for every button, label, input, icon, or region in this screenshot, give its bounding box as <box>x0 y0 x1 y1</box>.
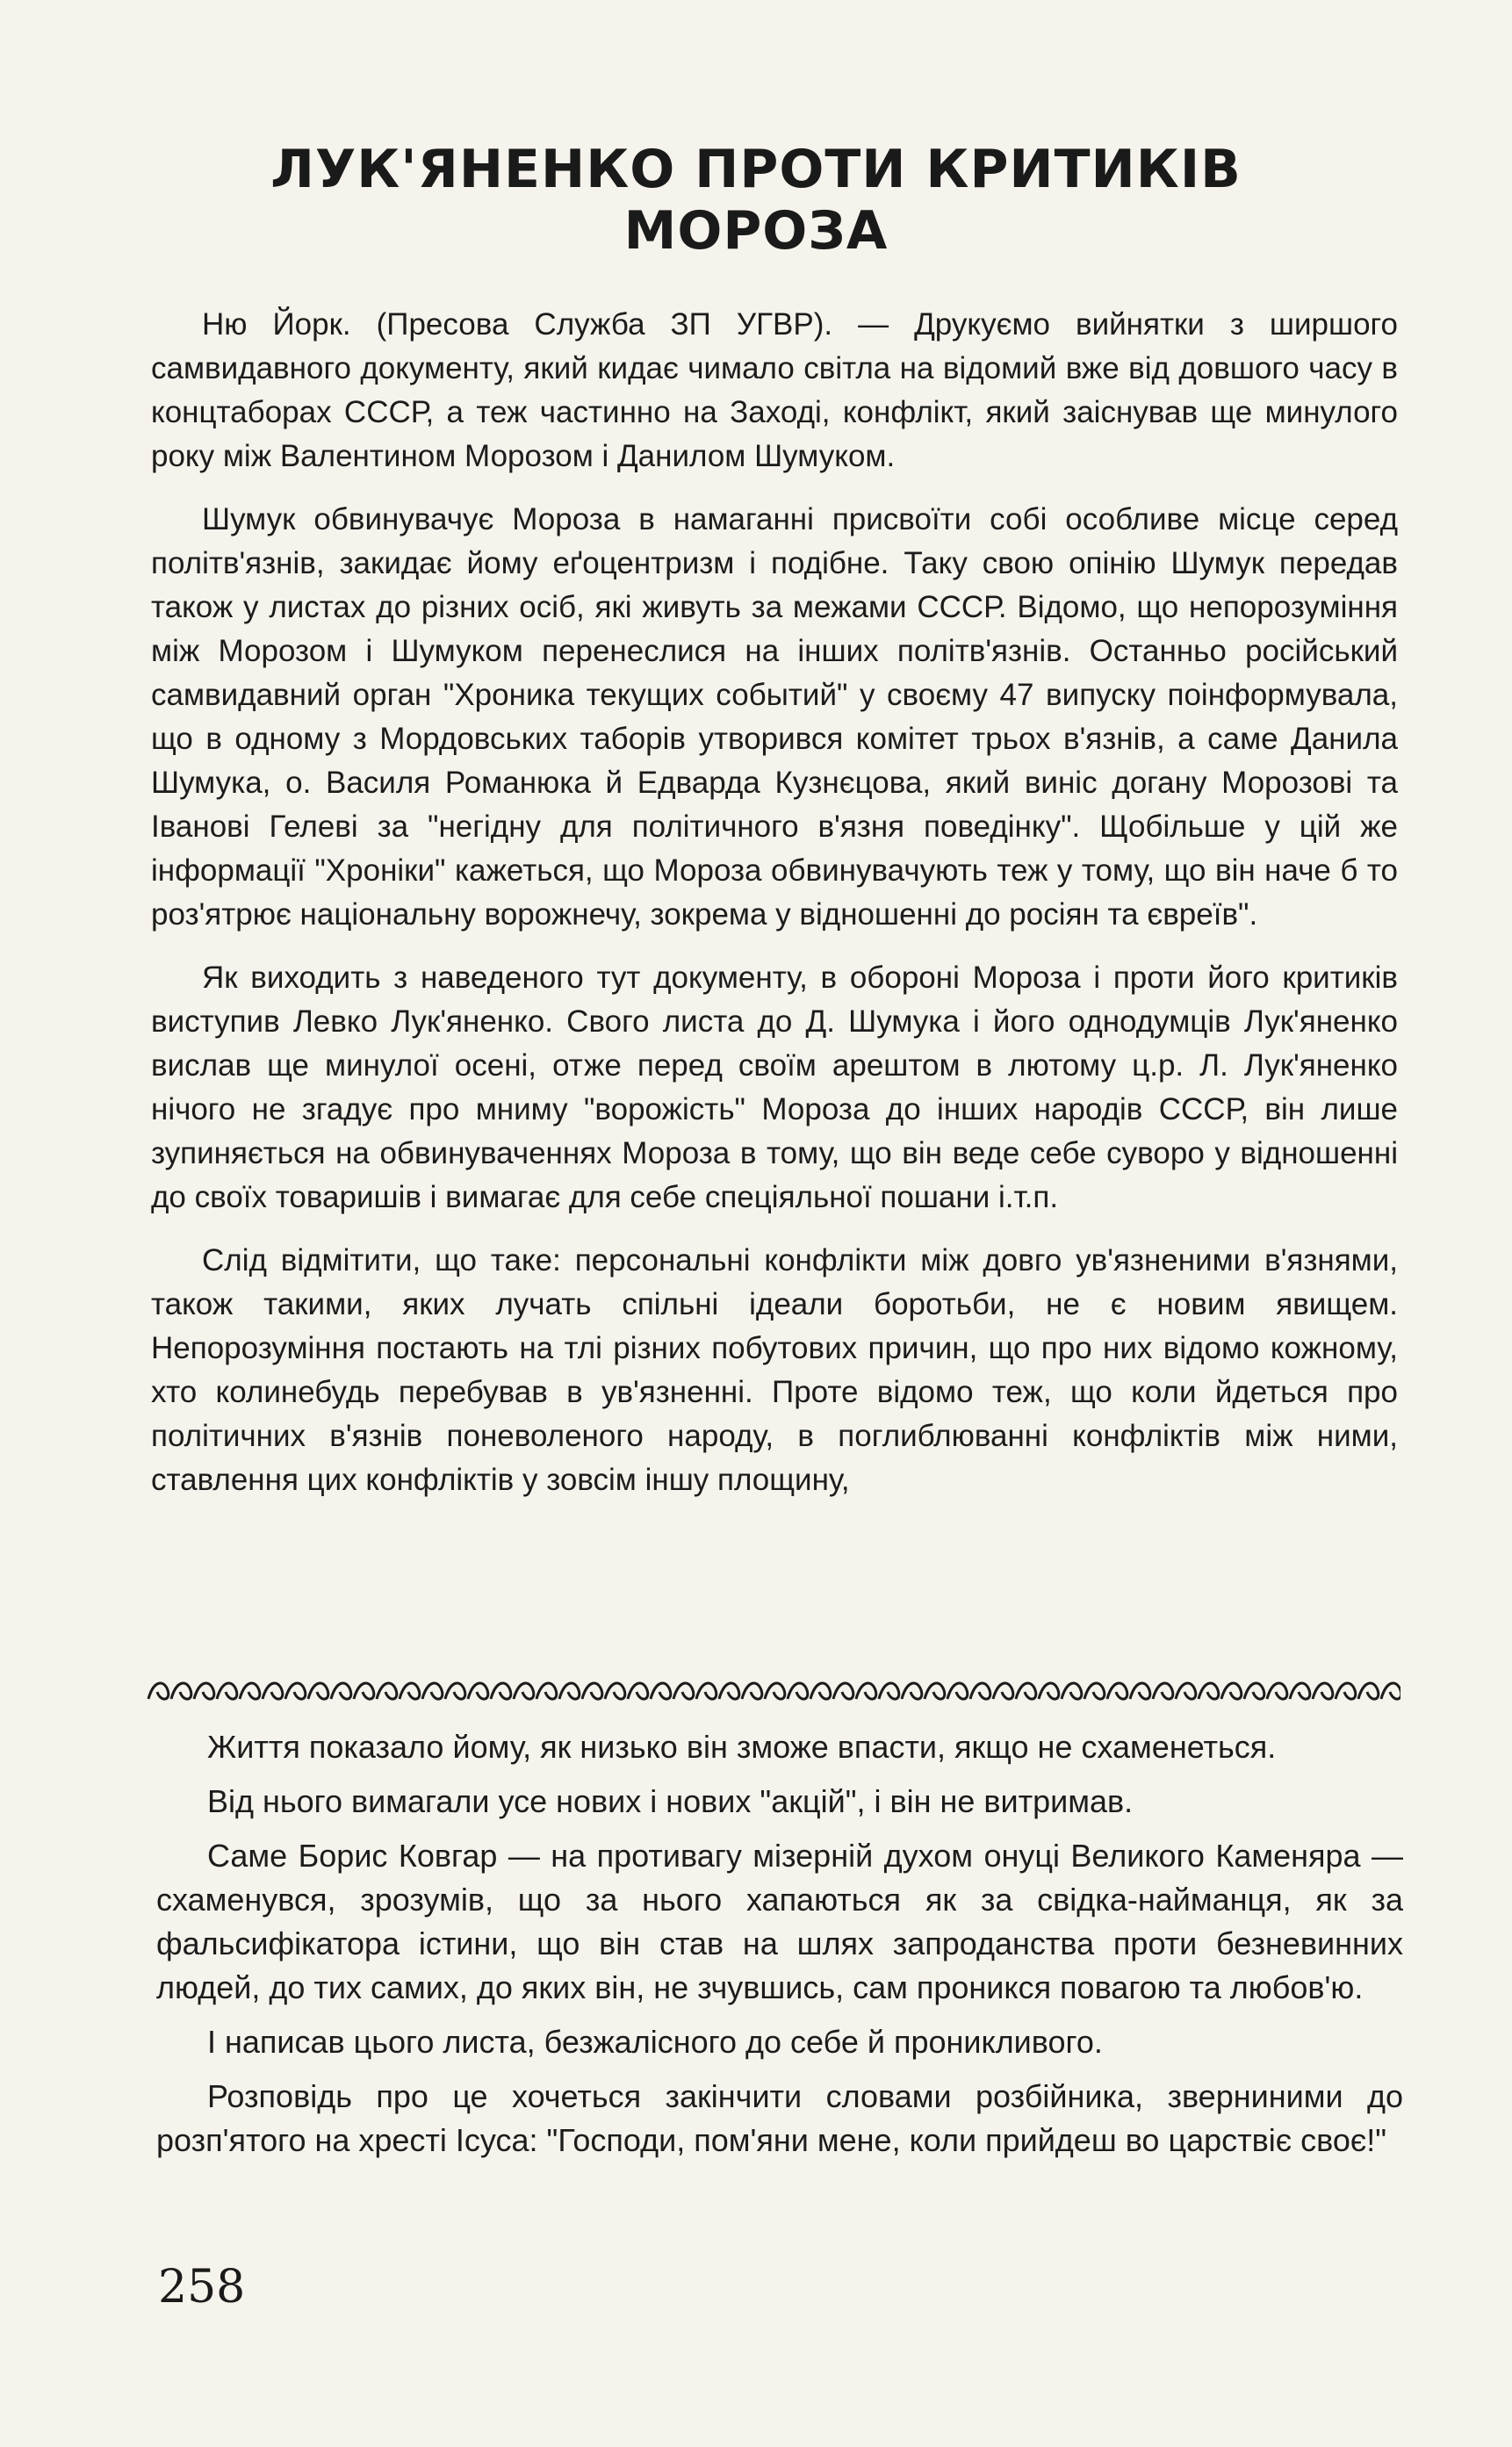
rope-twist <box>1290 1683 1310 1699</box>
rope-twist <box>514 1683 534 1699</box>
rope-twist <box>993 1683 1013 1699</box>
rope-twist <box>285 1683 306 1699</box>
rope-twist <box>673 1683 694 1699</box>
rope-twist <box>810 1683 831 1699</box>
rope-twist <box>1358 1683 1379 1699</box>
rope-twist <box>1016 1683 1036 1699</box>
rope-twist <box>970 1683 990 1699</box>
rope-twist <box>1199 1683 1219 1699</box>
rope-twist <box>925 1683 945 1699</box>
rope-twist <box>742 1683 762 1699</box>
letter-paragraph: Саме Борис Ковгар — на противагу мізерній духом онуці Великого Каменяра — схаменувся, зрозумів, що за нього хапаються як за свідка-найманця, як за фальсифікатора істини, що він став на шлях запроданства проти безневинних людей, до тих самих, до яких він, не зчувшись, сам проникся повагою та любов'ю. <box>156 1838 1403 2005</box>
article-paragraph: Ню Йорк. (Пресова Служба ЗП УГВР). — Друкуємо вийнятки з ширшого самвидавного документу, який кидає чимало світла на відомий вже від довшого часу в концтаборах СССР, а теж частинно на Заході, конфлікт, який заіснував ще минулого року між Валентином Морозом і Данилом Шумуком. <box>151 307 1398 473</box>
letter-paragraph: Розповідь про це хочеться закінчити словами розбійника, зверниними до розп'ятого на хресті Ісуса: "Господи, пом'яни мене, коли прийдеш во царствіє своє!" <box>156 2078 1403 2158</box>
rope-twist <box>559 1683 580 1699</box>
rope-twist <box>696 1683 716 1699</box>
article-paragraph: Шумук обвинувачує Мороза в намаганні присвоїти собі особливе місце серед політв'язнів, закидає йому еґоцентризм і подібне. Таку свою опінію Шумук передав також у листах до різних осіб, які живуть за межами СССР. Відомо, що непорозуміння між Морозом і Шумуком перенеслися на інших політв'язнів. Останньо російський самвидавний орган "Хроника текущих событий" у своєму 47 випуску поінформувала, що в одному з Мордовських таборів утворився комітет трьох в'язнів, а саме Данила Шумука, о. Василя Романюка й Едварда Кузнєцова, який виніс догану Морозові та Іванові Гелеві за "негідну для політичного в'язня поведінку". Щобільше у цій же інформації "Хроніки" кажеться, що Мороза обвинувачують теж у тому, що він наче б то роз'ятрює національну ворожнечу, зокрема у відношенні до росіян та євреїв". <box>151 502 1398 932</box>
rope-twist <box>1313 1683 1333 1699</box>
rope-twist <box>1039 1683 1059 1699</box>
letter-paragraph: Від нього вимагали усе нових і нових "акцій", і він не витримав. <box>207 1783 1134 1819</box>
rope-twist <box>1107 1683 1127 1699</box>
article-paragraph: Слід відмітити, що таке: персональні конфлікти між довго ув'язненими в'язнями, також такими, яких лучать спільні ідеали боротьби, не є новим явищем. Непорозуміння постають на тлі різних побутових причин, що про них відомо кожному, хто колинебудь перебував в ув'язненні. Проте відомо теж, що коли йдеться про політичних в'язнів поневоленого народу, в поглиблюванні конфліктів між ними, ставлення цих конфліктів у зовсім іншу площину, <box>151 1243 1398 1497</box>
rope-twist <box>263 1683 283 1699</box>
rope-twist <box>833 1683 853 1699</box>
rope-twist <box>856 1683 876 1699</box>
rope-twist <box>947 1683 968 1699</box>
rope-twist <box>354 1683 374 1699</box>
rope-twist <box>445 1683 465 1699</box>
rope-twist <box>902 1683 922 1699</box>
article-title: ЛУК'ЯНЕНКО ПРОТИ КРИТИКІВ МОРОЗА <box>270 139 1242 262</box>
rope-twist <box>879 1683 899 1699</box>
rope-twist <box>582 1683 602 1699</box>
rope-twist <box>1062 1683 1082 1699</box>
page-number: 258 <box>158 2261 246 2314</box>
letter-paragraph: І написав цього листа, безжалісного до себе й проникливого. <box>207 2024 1103 2060</box>
rope-twist <box>217 1683 237 1699</box>
rope-twist <box>1221 1683 1242 1699</box>
rope-twist <box>400 1683 420 1699</box>
article-paragraph: Як виходить з наведеного тут документу, в обороні Мороза і проти його критиків виступив Левко Лук'яненко. Свого листа до Д. Шумука і його однодумців Лук'яненко вислав ще минулої осені, отже перед своїм арештом в лютому ц.р. Л. Лук'яненко нічого не згадує про мниму "ворожість" Мороза до інших народів СССР, він лише зупиняється на обвинуваченнях Мороза в тому, що він веде себе суворо у відношенні до своїх товаришів і вимагає для себе спеціяльної пошани і.т.п. <box>151 961 1398 1214</box>
rope-twist <box>1130 1683 1150 1699</box>
article-body <box>151 303 1398 1522</box>
rope-twist <box>788 1683 808 1699</box>
rope-twist <box>1153 1683 1173 1699</box>
rope-twist <box>1084 1683 1105 1699</box>
rope-twist <box>1176 1683 1196 1699</box>
rope-twist <box>1381 1683 1400 1699</box>
rope-twist <box>765 1683 785 1699</box>
rope-divider <box>145 1673 1400 1708</box>
rope-twist <box>377 1683 397 1699</box>
rope-twist <box>605 1683 625 1699</box>
rope-twist <box>536 1683 557 1699</box>
rope-twist <box>422 1683 443 1699</box>
rope-twist <box>1267 1683 1287 1699</box>
rope-twist <box>491 1683 511 1699</box>
rope-twist <box>468 1683 488 1699</box>
letter-excerpt <box>156 1725 1403 2173</box>
rope-twist <box>628 1683 648 1699</box>
rope-twist <box>719 1683 739 1699</box>
rope-twist <box>171 1683 191 1699</box>
rope-twist <box>1244 1683 1264 1699</box>
rope-twist <box>651 1683 671 1699</box>
rope-twist <box>308 1683 328 1699</box>
letter-paragraph: Життя показало йому, як низько він зможе впасти, якщо не схаменеться. <box>207 1729 1277 1765</box>
rope-twist <box>1336 1683 1356 1699</box>
rope-twist <box>240 1683 260 1699</box>
rope-twist <box>331 1683 351 1699</box>
rope-twist <box>194 1683 214 1699</box>
rope-twist <box>148 1683 169 1699</box>
